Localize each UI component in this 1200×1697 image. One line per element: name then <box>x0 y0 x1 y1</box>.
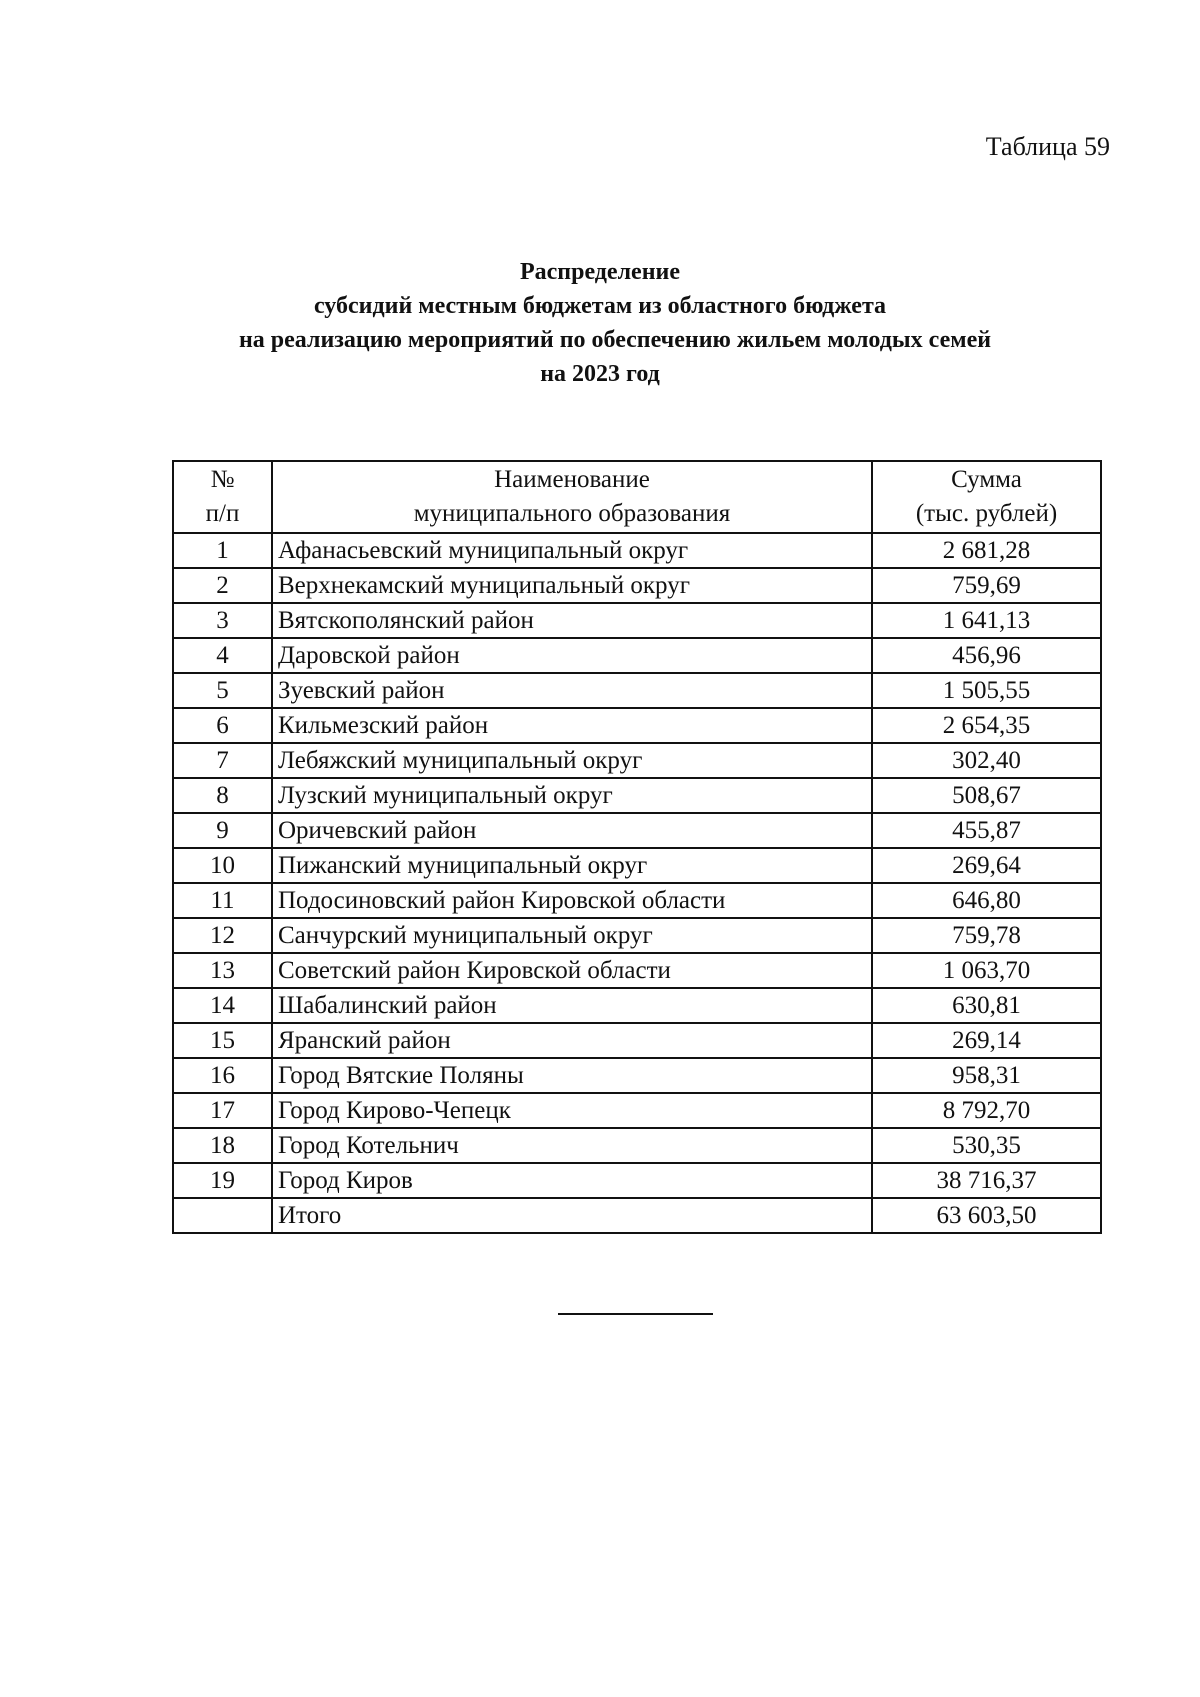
row-number: 16 <box>173 1058 272 1093</box>
row-amount: 2 654,35 <box>872 708 1101 743</box>
row-number: 5 <box>173 673 272 708</box>
row-amount: 456,96 <box>872 638 1101 673</box>
row-amount: 269,14 <box>872 1023 1101 1058</box>
table-row <box>173 673 1101 708</box>
header-number-line: п/п <box>205 500 240 527</box>
row-municipality: Итого <box>272 1198 872 1233</box>
row-municipality: Город Котельнич <box>272 1128 872 1163</box>
table-row <box>173 1058 1101 1093</box>
row-number: 7 <box>173 743 272 778</box>
row-number: 12 <box>173 918 272 953</box>
row-amount: 302,40 <box>872 743 1101 778</box>
row-municipality: Зуевский район <box>272 673 872 708</box>
table-number-label: Таблица 59 <box>985 132 1110 161</box>
table-row <box>173 953 1101 988</box>
row-amount: 630,81 <box>872 988 1101 1023</box>
row-number: 8 <box>173 778 272 813</box>
table-row <box>173 1023 1101 1058</box>
row-number: 10 <box>173 848 272 883</box>
row-municipality: Афанасьевский муниципальный округ <box>272 533 872 568</box>
row-amount: 1 063,70 <box>872 953 1101 988</box>
row-amount: 455,87 <box>872 813 1101 848</box>
subsidy-table <box>172 460 1102 1234</box>
total-row <box>173 1198 1101 1233</box>
row-number <box>173 1198 272 1233</box>
row-number: 13 <box>173 953 272 988</box>
title-line: на 2023 год <box>540 361 660 387</box>
row-amount: 530,35 <box>872 1128 1101 1163</box>
row-municipality: Лебяжский муниципальный округ <box>272 743 872 778</box>
header-number <box>173 461 272 533</box>
row-number: 4 <box>173 638 272 673</box>
row-municipality: Оричевский район <box>272 813 872 848</box>
row-number: 14 <box>173 988 272 1023</box>
header-sum-line: Сумма <box>951 466 1022 493</box>
table-row <box>173 1093 1101 1128</box>
table-row <box>173 848 1101 883</box>
table-row <box>173 603 1101 638</box>
title-line: субсидий местным бюджетам из областного бюджета <box>313 293 887 319</box>
row-amount: 269,64 <box>872 848 1101 883</box>
row-amount: 1 505,55 <box>872 673 1101 708</box>
table-row <box>173 568 1101 603</box>
row-municipality: Санчурский муниципальный округ <box>272 918 872 953</box>
row-amount: 8 792,70 <box>872 1093 1101 1128</box>
row-municipality: Даровской район <box>272 638 872 673</box>
header-number-line: № <box>210 466 235 493</box>
row-number: 11 <box>173 883 272 918</box>
row-municipality: Верхнекамский муниципальный округ <box>272 568 872 603</box>
header-sum-line: (тыс. рублей) <box>915 500 1058 527</box>
table-row <box>173 743 1101 778</box>
row-municipality: Лузский муниципальный округ <box>272 778 872 813</box>
table-body <box>173 533 1101 1233</box>
document-title <box>0 255 1200 391</box>
row-amount: 958,31 <box>872 1058 1101 1093</box>
row-number: 6 <box>173 708 272 743</box>
title-line: Распределение <box>519 259 681 285</box>
header-name-line: Наименование <box>494 466 650 493</box>
row-municipality: Город Киров <box>272 1163 872 1198</box>
table-row <box>173 918 1101 953</box>
row-amount: 759,69 <box>872 568 1101 603</box>
header-name-line: муниципального образования <box>413 500 731 527</box>
row-number: 18 <box>173 1128 272 1163</box>
row-number: 17 <box>173 1093 272 1128</box>
row-municipality: Шабалинский район <box>272 988 872 1023</box>
row-municipality: Кильмезский район <box>272 708 872 743</box>
row-number: 19 <box>173 1163 272 1198</box>
closing-rule <box>558 1313 713 1315</box>
row-municipality: Город Вятские Поляны <box>272 1058 872 1093</box>
title-line: на реализацию мероприятий по обеспечению жильем молодых семей <box>238 327 992 353</box>
table-row <box>173 638 1101 673</box>
row-amount: 759,78 <box>872 918 1101 953</box>
header-row <box>173 461 1101 533</box>
table-header <box>173 461 1101 533</box>
row-municipality: Подосиновский район Кировской области <box>272 883 872 918</box>
row-municipality: Пижанский муниципальный округ <box>272 848 872 883</box>
row-amount: 508,67 <box>872 778 1101 813</box>
row-number: 15 <box>173 1023 272 1058</box>
table-row <box>173 778 1101 813</box>
row-amount: 2 681,28 <box>872 533 1101 568</box>
row-amount: 38 716,37 <box>872 1163 1101 1198</box>
row-amount: 1 641,13 <box>872 603 1101 638</box>
table-row <box>173 1128 1101 1163</box>
table-row <box>173 883 1101 918</box>
header-sum <box>872 461 1101 533</box>
row-amount: 63 603,50 <box>872 1198 1101 1233</box>
row-municipality: Вятскополянский район <box>272 603 872 638</box>
table-row <box>173 533 1101 568</box>
row-municipality: Яранский район <box>272 1023 872 1058</box>
header-name <box>272 461 872 533</box>
table-row <box>173 1163 1101 1198</box>
table-row <box>173 813 1101 848</box>
row-number: 1 <box>173 533 272 568</box>
row-number: 2 <box>173 568 272 603</box>
row-municipality: Город Кирово-Чепецк <box>272 1093 872 1128</box>
row-number: 9 <box>173 813 272 848</box>
table-row <box>173 708 1101 743</box>
row-amount: 646,80 <box>872 883 1101 918</box>
row-number: 3 <box>173 603 272 638</box>
row-municipality: Советский район Кировской области <box>272 953 872 988</box>
table-row <box>173 988 1101 1023</box>
